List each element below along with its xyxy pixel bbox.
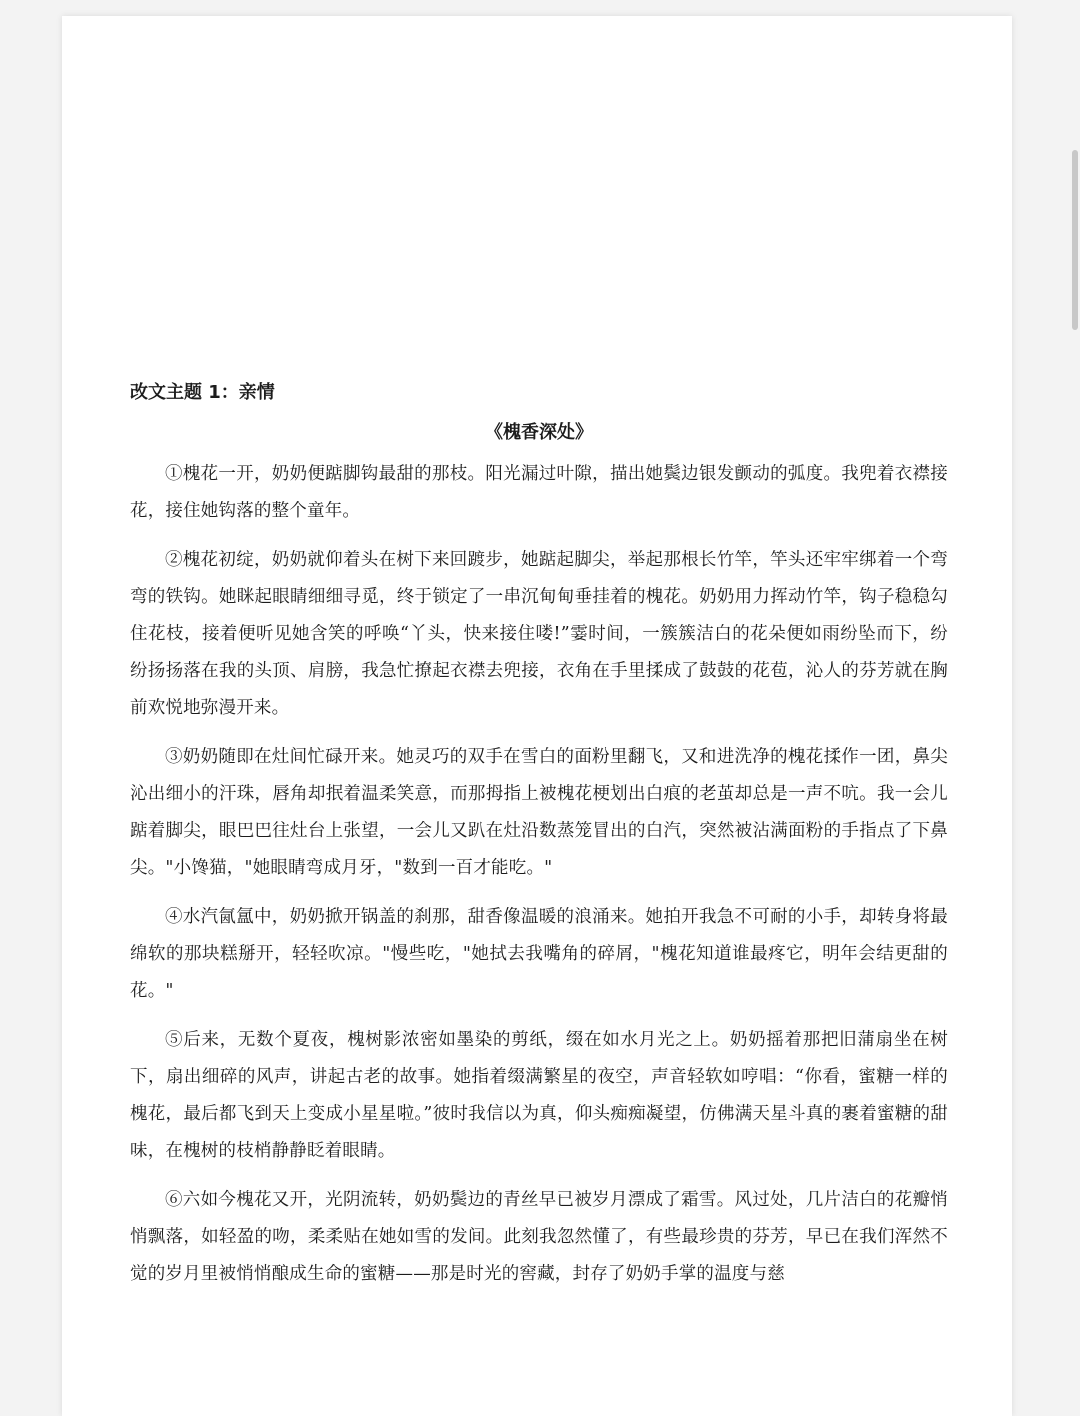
page-content [130, 378, 948, 1305]
essay-paragraph-1: ①槐花一开，奶奶便踮脚钩最甜的那枝。阳光漏过叶隙，描出她鬓边银发颤动的弧度。我兜着衣襟接花，接住她钩落的整个童年。 [130, 464, 948, 521]
vertical-scrollbar[interactable] [1070, 0, 1078, 1359]
essay-paragraph-3: ③奶奶随即在灶间忙碌开来。她灵巧的双手在雪白的面粉里翻飞，又和进洗净的槐花揉作一团，鼻尖沁出细小的汗珠，唇角却抿着温柔笑意，而那拇指上被槐花梗划出白痕的老茧却总是一声不吭。我一会儿踮着脚尖，眼巴巴往灶台上张望，一会儿又趴在灶沿数蒸笼冒出的白汽，突然被沾满面粉的手指点了下鼻尖。"小馋猫，"她眼睛弯成月牙，"数到一百才能吃。" [130, 747, 948, 878]
scrollbar-thumb[interactable] [1072, 150, 1078, 330]
essay-paragraph-6: ⑥六如今槐花又开，光阴流转，奶奶鬓边的青丝早已被岁月漂成了霜雪。风过处，几片洁白的花瓣悄悄飘落，如轻盈的吻，柔柔贴在她如雪的发间。此刻我忽然懂了，有些最珍贵的芬芳，早已在我们浑然不觉的岁月里被悄悄酿成生命的蜜糖——那是时光的窖藏，封存了奶奶手掌的温度与慈 [130, 1190, 948, 1284]
essay-paragraph-5: ⑤后来，无数个夏夜，槐树影浓密如墨染的剪纸，缀在如水月光之上。奶奶摇着那把旧蒲扇坐在树下，扇出细碎的风声，讲起古老的故事。她指着缀满繁星的夜空，声音轻软如哼唱：“你看，蜜糖一样的槐花，最后都飞到天上变成小星星啦。”彼时我信以为真，仰头痴痴凝望，仿佛满天星斗真的裹着蜜糖的甜味，在槐树的枝梢静静眨着眼睛。 [130, 1030, 948, 1161]
essay-title: 《槐香深处》 [485, 422, 593, 443]
essay-paragraph-4: ④水汽氤氲中，奶奶掀开锅盖的刹那，甜香像温暖的浪涌来。她拍开我急不可耐的小手，却转身将最绵软的那块糕掰开，轻轻吹凉。"慢些吃，"她拭去我嘴角的碎屑，"槐花知道谁最疼它，明年会结更甜的花。" [130, 907, 948, 1001]
document-page [62, 16, 1012, 1416]
essay-paragraph-2: ②槐花初绽，奶奶就仰着头在树下来回踱步，她踮起脚尖，举起那根长竹竿，竿头还牢牢绑着一个弯弯的铁钩。她眯起眼睛细细寻觅，终于锁定了一串沉甸甸垂挂着的槐花。奶奶用力挥动竹竿，钩子稳稳勾住花枝，接着便听见她含笑的呼唤“丫头，快来接住喽!”霎时间，一簇簇洁白的花朵便如雨纷坠而下，纷纷扬扬落在我的头顶、肩膀，我急忙撩起衣襟去兜接，衣角在手里揉成了鼓鼓的花苞，沁人的芬芳就在胸前欢悦地弥漫开来。 [130, 550, 948, 718]
essay-topic-heading: 改文主题 1：亲情 [130, 382, 275, 403]
